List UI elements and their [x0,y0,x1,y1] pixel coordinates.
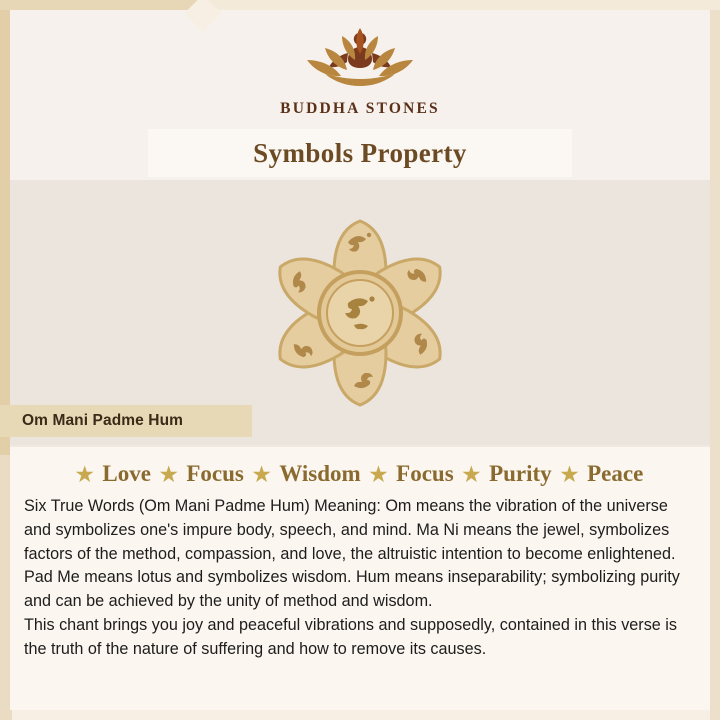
star-icon: ★ [75,464,94,486]
description-paragraph-1: Six True Words (Om Mani Padme Hum) Meaning: Om means the vibration of the universe and symbolizes one's impure body, speech, and mind. Ma Ni means the jewel, symbolizes factors of the method, compassion, and love, the altruistic intention to become enlightened. Pad Me means lotus and symbolizes wisdom. Hum means inseparability; symbolizing purity and can be achieved by the unity of method and wisdom. [24,497,680,611]
page-title [148,129,572,177]
keyword-wisdom: Wisdom [279,461,361,486]
brand-name: BUDDHA STONES [280,100,440,117]
star-icon: ★ [560,464,579,486]
mantra-ribbon [0,405,252,437]
om-mani-padme-hum-lotus-mandala-icon [230,198,490,428]
lotus-meditation-figure-icon [285,22,435,94]
star-icon: ★ [369,464,388,486]
star-icon: ★ [462,464,481,486]
keyword-focus-2: Focus [396,461,454,486]
mantra-ribbon-label: Om Mani Padme Hum [22,412,184,429]
star-icon: ★ [159,464,178,486]
description-block [10,447,710,710]
description-paragraph-2: This chant brings you joy and peaceful vibrations and supposedly, contained in this verse is the truth of the nature of suffering and how to remove its causes. [24,616,677,658]
page-title-text: Symbols Property [253,137,467,168]
description-text [10,489,710,662]
top-left-corner-accent [0,0,200,10]
star-icon: ★ [252,464,271,486]
brand-logo [0,22,720,118]
keyword-focus-1: Focus [186,461,244,486]
keyword-love: Love [102,461,151,486]
keyword-peace: Peace [587,461,644,486]
keyword-purity: Purity [489,461,552,486]
keywords-row [10,447,710,489]
